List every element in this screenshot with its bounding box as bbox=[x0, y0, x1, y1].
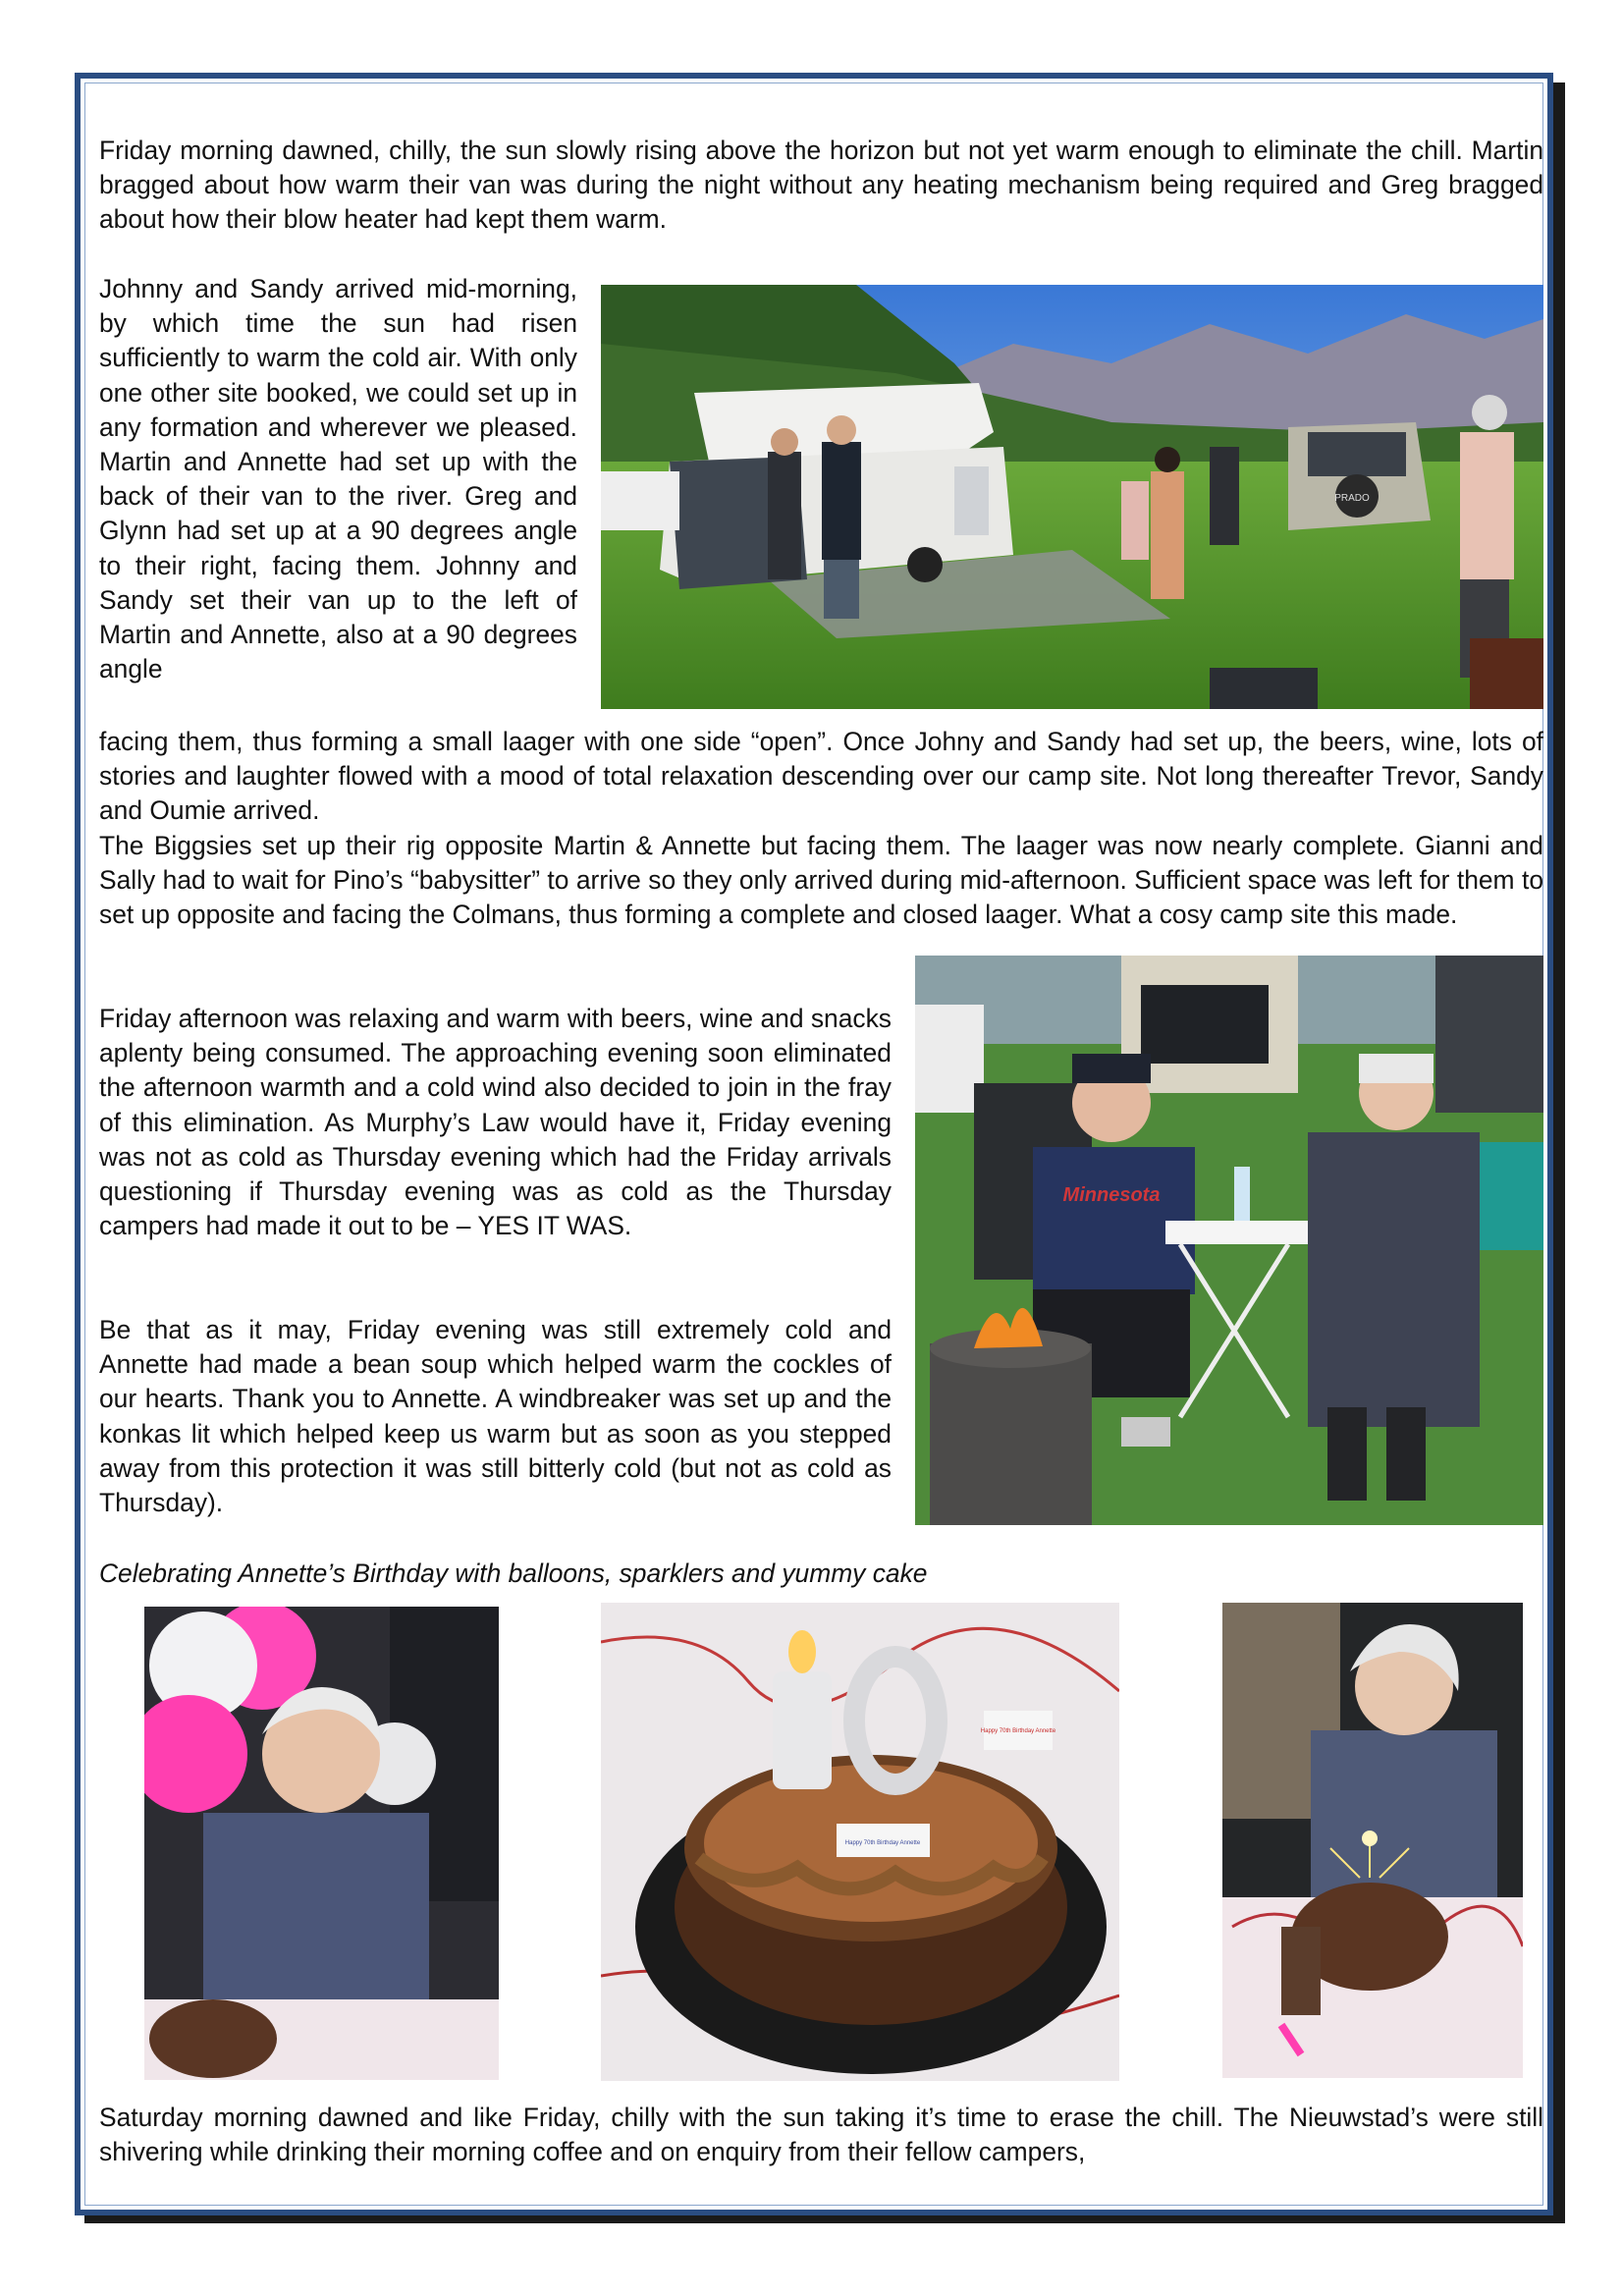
photo-text-hoodie: Minnesota bbox=[1062, 1184, 1161, 1206]
photo-annette-balloons bbox=[144, 1607, 499, 2080]
photo-text-prado: PRADO bbox=[1334, 493, 1370, 504]
photo-annette-sparklers bbox=[1222, 1603, 1523, 2078]
paragraph-friday-afternoon: Friday afternoon was relaxing and warm with beers, wine and snacks aplenty being consumed. The approaching evening soon eliminated the afternoon warmth and a cold wind also decided to join in the fray of this elimination. As Murphy’s Law would have it, Friday evening was not as cold as Thursday evening which had the Friday arrivals questioning if Thursday evening was as cold as the Thursday campers had made it out to be – YES IT WAS. bbox=[99, 1004, 892, 1241]
paragraph-laager-forming: facing them, thus forming a small laager with one side “open”. Once Johny and Sandy had set up, the beers, wine, lots of stories and laughter flowed with a mood of total relaxation descending over our camp site. Not long thereafter Trevor, Sandy and Oumie arrived. bbox=[99, 727, 1543, 826]
photo-text-cake-topper-1: Happy 70th Birthday Annette bbox=[980, 1728, 1056, 1734]
photo-text-cake-topper-2: Happy 70th Birthday Annette bbox=[844, 1840, 921, 1846]
paragraph-friday-morning: Friday morning dawned, chilly, the sun slowly rising above the horizon but not yet warm enough to eliminate the chill. Martin bragged about how warm their van was during the night without any heating mechanism being required and Greg bragged about how their blow heater had kept them warm. bbox=[99, 136, 1543, 235]
photo-birthday-cake bbox=[601, 1603, 1119, 2081]
paragraph-biggsies bbox=[99, 829, 1543, 933]
paragraph-biggsies-text: The Biggsies set up their rig opposite Martin & Annette but facing them. The laager was now nearly complete. Gianni and Sally had to wait for Pino’s “babysitter” to arrive so they only arrived during mid-afternoon. Sufficient space was left for them to set up opposite and facing the Colmans, thus forming a complete and closed laager. What a cosy camp site this made. bbox=[99, 831, 1543, 930]
paragraph-johnny-sandy-arrival: Johnny and Sandy arrived mid-morning, by which time the sun had risen sufficiently to warm the cold air. With only one other site booked, we could set up in any formation and wherever we pleased. Martin and Annette had set up with the back of their van to the river. Greg and Glynn had set up at a 90 degrees angle to their right, facing them. Johnny and Sandy set their van up to the left of Martin and Annette, also at a 90 degrees angle bbox=[99, 274, 577, 684]
paragraph-saturday-morning: Saturday morning dawned and like Friday, chilly with the sun taking it’s time to erase the chill. The Nieuwstad’s were still shivering while drinking their morning coffee and on enquiry from their fellow campers, bbox=[99, 2103, 1543, 2167]
photo-couple-by-konka bbox=[915, 956, 1543, 1525]
photo-caption-birthday: Celebrating Annette’s Birthday with balloons, sparklers and yummy cake bbox=[99, 1558, 928, 1588]
paragraph-friday-evening: Be that as it may, Friday evening was still extremely cold and Annette had made a bean soup which helped warm the cockles of our hearts. Thank you to Annette. A windbreaker was set up and the konkas lit which helped keep us warm but as soon as you stepped away from this protection it was still bitterly cold (but not as cold as Thursday). bbox=[99, 1315, 892, 1518]
photo-campsite-caravans bbox=[601, 285, 1543, 709]
